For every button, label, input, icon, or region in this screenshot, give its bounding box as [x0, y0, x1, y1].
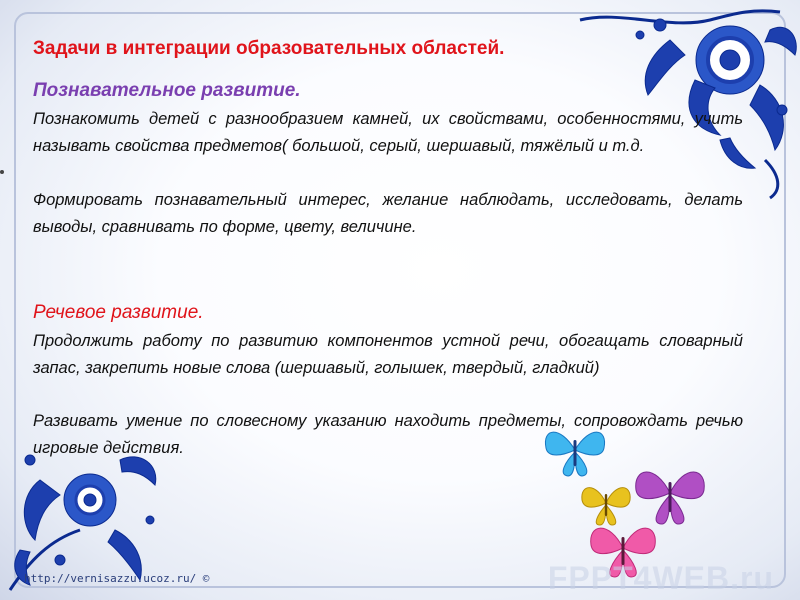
speech-task-2: Развивать умение по словесному указанию находить предметы, сопровождать речью игровые действия. — [33, 412, 743, 457]
top-right-floral-ornament — [520, 0, 800, 200]
cognitive-development-heading: Познавательное развитие. — [33, 80, 301, 101]
slide-title: Задачи в интеграции образовательных областей. — [33, 38, 505, 59]
watermark: FPPT4WEB.ru — [547, 560, 774, 596]
speech-task-1: Продолжить работу по развитию компонентов устной речи, обогащать словарный запас, закрепить новые слова (шершавый, голышек, твердый, гладкий) — [33, 332, 743, 377]
edge-marker — [0, 170, 4, 174]
speech-development-heading: Речевое развитие. — [33, 302, 204, 323]
cognitive-task-2: Формировать познавательный интерес, желание наблюдать, исследовать, делать выводы, сравнивать по форме, цвету, величине. — [33, 191, 743, 236]
source-url: http://vernisazzu.ucoz.ru/ © — [24, 572, 210, 585]
cognitive-task-1: Познакомить детей с разнообразием камней, их свойствами, особенностями, учить называть свойства предметов( большой, серый, шершавый, тяжёлый и т.д. — [33, 110, 743, 155]
